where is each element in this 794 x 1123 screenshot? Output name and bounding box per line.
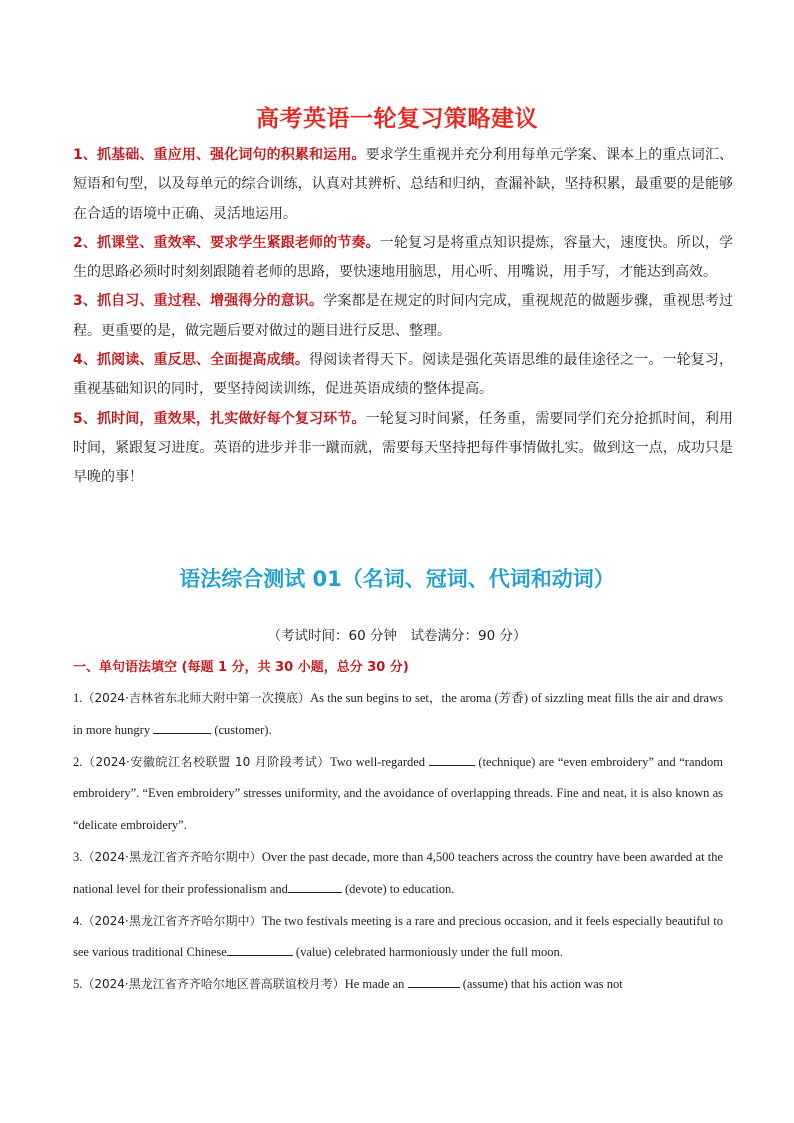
question-number: 1. [73, 691, 83, 705]
question-text-after: (assume) that his action was not [459, 977, 623, 992]
question-list [73, 683, 723, 1001]
question-source: （2024·吉林省东北师大附中第一次摸底） [82, 691, 311, 705]
question-source: （2024·黑龙江省齐齐哈尔期中） [82, 849, 262, 864]
answer-blank[interactable] [429, 753, 475, 766]
tip-lead: 5、抓时间，重效果，扎实做好每个复习环节。 [73, 410, 366, 427]
main-title: 高考英语一轮复习策略建议 [256, 106, 538, 132]
tip-lead: 4、抓阅读、重反思、全面提高成绩。 [73, 352, 310, 369]
tip-lead: 1、抓基础、重应用、强化词句的积累和运用。 [73, 147, 366, 163]
answer-blank[interactable] [153, 721, 211, 734]
question-number: 4. [73, 913, 83, 928]
question-text-after: (customer). [211, 722, 272, 737]
tip-body: 学案都是在规定的时间内完成，重视规范的做题步骤，重视思考过程。更重要的是，做完题后要对做过的题目进行反思、整理。 [73, 293, 733, 339]
question-text-after: (value) celebrated harmoniously under the full moon. [292, 945, 563, 960]
question-text-after: (technique) are “even embroidery” and “random embroidery”. “Even embroidery” stresses uniformity, and the avoidance of overlapping threads. Fine and neat, it is also known as “delicate embroidery”. [73, 754, 723, 833]
tip-body: 要求学生重视并充分利用每单元学案、课本上的重点词汇、短语和句型，以及每单元的综合训练，认真对其辨析、总结和归纳，查漏补缺，坚持积累，最重要的是能够在合适的语境中正确、灵活地运用。 [73, 147, 733, 222]
question-item [73, 683, 723, 747]
question-number: 5. [73, 977, 83, 992]
question-item [73, 842, 723, 906]
test-title: 语法综合测试 01（名词、冠词、代词和动词） [179, 567, 615, 591]
question-text-before: As the sun begins to set，the aroma (芳香) of sizzling meat fills the air and draws in more hungry [73, 691, 723, 737]
question-text-before: Over the past decade, more than 4,500 teachers across the country have been awarded at the national level for their professionalism and [73, 849, 723, 896]
question-text-before: The two festivals meeting is a rare and precious occasion, and it feels especially beautiful to see various traditional Chinese [73, 913, 723, 960]
tip-item [73, 287, 733, 346]
question-source: （2024·黑龙江省齐齐哈尔期中） [82, 913, 262, 928]
question-text-before: Two well-regarded [329, 754, 429, 769]
tip-body: 一轮复习时间紧，任务重，需要同学们充分抢抓时间，利用时间，紧跟复习进度。英语的进步并非一蹴而就，需要每天坚持把每件事情做扎实。做到这一点，成功只是早晚的事！ [73, 410, 733, 486]
question-source: （2024·安徽皖江名校联盟 10 月阶段考试） [82, 754, 330, 769]
question-number: 2. [73, 754, 83, 769]
answer-blank[interactable] [227, 943, 293, 956]
section-heading: 一、单句语法填空 (每题 1 分，共 30 小题，总分 30 分) [73, 660, 409, 675]
question-text-after: (devote) to education. [341, 881, 455, 896]
question-item [73, 906, 723, 970]
tip-item [73, 405, 733, 493]
tip-body: 一轮复习是将重点知识提炼，容量大，速度快。所以，学生的思路必须时时刻刻跟随着老师的思路，要快速地用脑思，用心听、用嘴说，用手写，才能达到高效。 [73, 234, 733, 281]
question-source: （2024·黑龙江省齐齐哈尔地区普高联谊校月考） [82, 977, 345, 992]
answer-blank[interactable] [288, 880, 342, 893]
question-item [73, 747, 723, 842]
tip-body: 得阅读者得天下。阅读是强化英语思维的最佳途径之一。一轮复习，重视基础知识的同时，要坚持阅读训练，促进英语成绩的整体提高。 [73, 352, 734, 398]
exam-info: （考试时间：60 分钟 试卷满分：90 分） [267, 628, 527, 644]
tip-lead: 2、抓课堂、重效率、要求学生紧跟老师的节奏。 [73, 234, 380, 251]
question-text-before: He made an [344, 977, 408, 992]
tip-item [73, 346, 733, 405]
tip-lead: 3、抓自习、重过程、增强得分的意识。 [73, 293, 324, 310]
strategy-tips [73, 141, 733, 493]
tip-item [73, 141, 733, 229]
answer-blank[interactable] [408, 975, 460, 988]
question-number: 3. [73, 849, 83, 864]
question-item [73, 969, 723, 1001]
tip-item [73, 229, 733, 288]
